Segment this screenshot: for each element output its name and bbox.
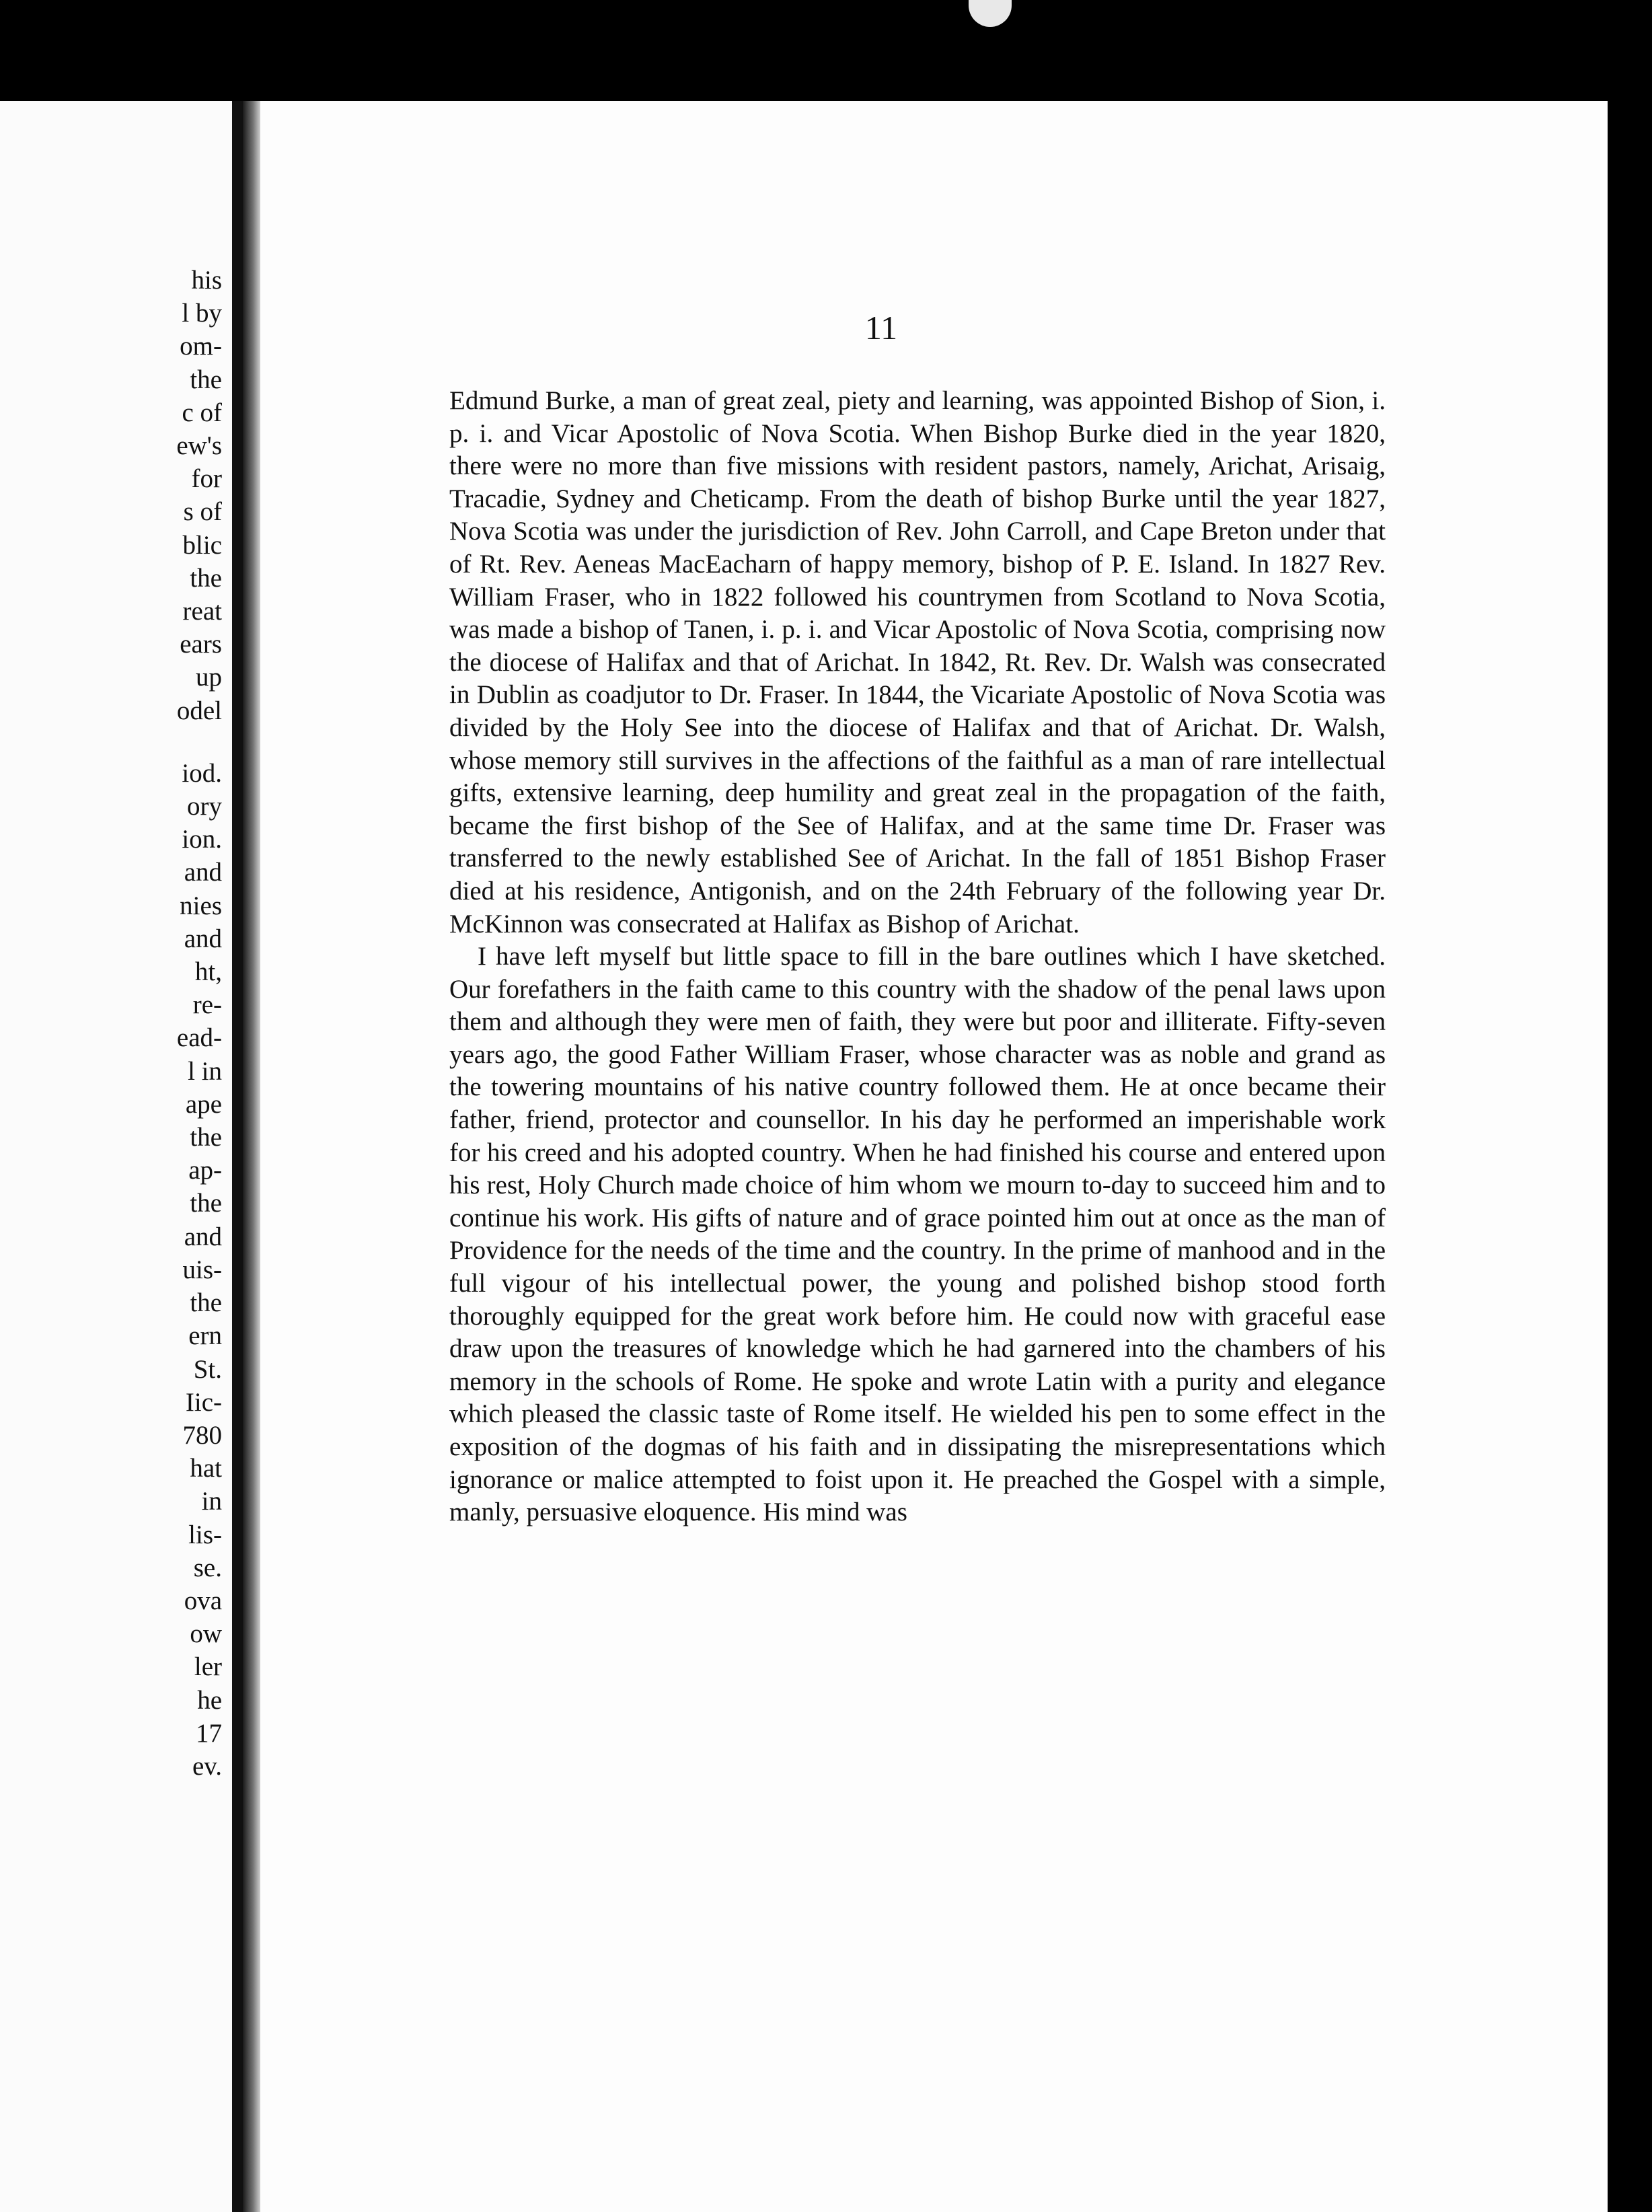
left-line-fragment: ead- [176, 1023, 222, 1053]
left-line-fragment: ow [190, 1619, 222, 1649]
left-line-fragment: ler [194, 1652, 222, 1682]
left-line-fragment: and [184, 1222, 222, 1251]
left-line-fragment: s of [183, 497, 222, 527]
scan-artifact [969, 0, 1012, 27]
left-line-fragment: he [197, 1685, 222, 1715]
left-line-fragment: and [184, 924, 222, 953]
page-number: 11 [864, 309, 898, 346]
left-line-fragment: ht, [194, 957, 222, 987]
left-line-fragment: uis- [182, 1255, 222, 1284]
left-line-fragment: ape [185, 1089, 222, 1119]
left-line-fragment: nies [180, 891, 222, 920]
left-line-fragment: 780 [182, 1420, 222, 1450]
left-line-fragment: ears [180, 630, 222, 659]
left-line-fragment: ion. [182, 825, 222, 854]
left-line-fragment: in [201, 1487, 222, 1516]
page-spine-shadow [243, 101, 260, 2212]
left-line-fragment: ova [184, 1586, 222, 1615]
left-line-fragment: l in [188, 1056, 222, 1086]
left-page-cropped-text [0, 264, 222, 1783]
book-gutter [232, 101, 243, 2212]
left-line-fragment: odel [176, 696, 222, 725]
left-line-fragment: for [191, 464, 222, 494]
left-line-fragment: ew's [176, 431, 222, 461]
left-line-fragment: St. [193, 1354, 222, 1384]
left-line-fragment: the [190, 563, 222, 593]
left-line-fragment: 17 [196, 1718, 222, 1748]
left-line-fragment: the [190, 1123, 222, 1152]
left-line-fragment: iod. [182, 758, 222, 788]
left-line-fragment: and [184, 858, 222, 887]
left-line-fragment: om- [180, 332, 222, 361]
left-line-fragment: ory [187, 792, 222, 821]
paragraph-2: I have left myself but little space to fill in the bare outlines which I have sketched. Our forefathers in the faith came to this country with the shadow of the penal laws upon them and although they were men of faith, they were but poor and illiterate. Fifty-seven years ago, the good Father William Fraser, whose character was as noble and grand as the towering mountains of his native country followed them. He at once became their father, friend, protector and counsellor. In his day he performed an imperishable work for his creed and his adopted country. When he had finished his course and entered upon his rest, Holy Church made choice of him whom we mourn to-day to succeed him and to continue his work. His gifts of nature and of grace pointed him out at once as the man of Providence for the needs of the time and the country. In the prime of manhood and in the full vigour of his intellectual power, the young and polished bishop stood forth thoroughly equipped for the great work before him. He could now with graceful ease draw upon the treasures of knowledge which he had garnered into the chambers of his memory in the schools of Rome. He spoke and wrote Latin with a purity and elegance which pleased the classic taste of Rome itself. He wielded his pen to some effect in the exposition of the dogmas of his faith and in dissipating the misrepresentations which ignorance or malice attempted to foist upon it. He preached the Gospel with a simple, manly, persuasive eloquence. His mind was [449, 942, 1386, 1527]
left-line-fragment: the [190, 365, 222, 394]
left-line-fragment: the [190, 1189, 222, 1218]
left-line-fragment: se. [193, 1553, 222, 1582]
left-line-fragment: lis- [188, 1520, 222, 1549]
paragraph-gap [0, 727, 222, 757]
left-line-fragment: the [190, 1288, 222, 1318]
left-line-fragment: hat [190, 1454, 222, 1483]
left-line-fragment: l by [182, 299, 222, 328]
left-line-fragment: up [196, 663, 222, 692]
left-line-fragment: his [191, 266, 222, 295]
left-line-fragment: reat [182, 597, 222, 626]
left-line-fragment: c of [182, 398, 222, 427]
left-line-fragment: blic [182, 530, 222, 560]
left-line-fragment: ern [188, 1321, 222, 1351]
left-line-fragment: Iic- [185, 1387, 222, 1417]
paragraph-1: Edmund Burke, a man of great zeal, piety and learning, was appointed Bishop of Sion, i. p. i. and Vicar Apostolic of Nova Scotia. When Bishop Burke died in the year 1820, there were no more than five missions with resident pastors, namely, Arichat, Arisaig, Tracadie, Sydney and Cheticamp. From the death of bishop Burke until the year 1827, Nova Scotia was under the jurisdiction of Rev. John Carroll, and Cape Breton under that of Rt. Rev. Aeneas MacEacharn of happy memory, bishop of P. E. Island. In 1827 Rev. William Fraser, who in 1822 followed his countrymen from Scotland to Nova Scotia, was made a bishop of Tanen, i. p. i. and Vicar Apostolic of Nova Scotia, comprising now the diocese of Halifax and that of Arichat. In 1842, Rt. Rev. Dr. Walsh was consecrated in Dublin as coadjutor to Dr. Fraser. In 1844, the Vicariate Apostolic of Nova Scotia was divided by the Holy See into the diocese of Halifax and that of Arichat. Dr. Walsh, whose memory still survives in the affections of the faithful as a man of rare intellectual gifts, extensive learning, deep humility and great zeal in the propagation of the faith, became the first bishop of the See of Halifax, and at the same time Dr. Fraser was transferred to the newly established See of Arichat. In the fall of 1851 Bishop Fraser died at his residence, Antigonish, and on the 24th February of the following year Dr. McKinnon was consecrated at Halifax as Bishop of Arichat. [449, 386, 1386, 938]
left-line-fragment: re- [192, 990, 222, 1020]
left-line-fragment: ap- [188, 1156, 222, 1185]
left-line-fragment: ev. [192, 1751, 222, 1781]
page-body-text [449, 385, 1386, 1529]
